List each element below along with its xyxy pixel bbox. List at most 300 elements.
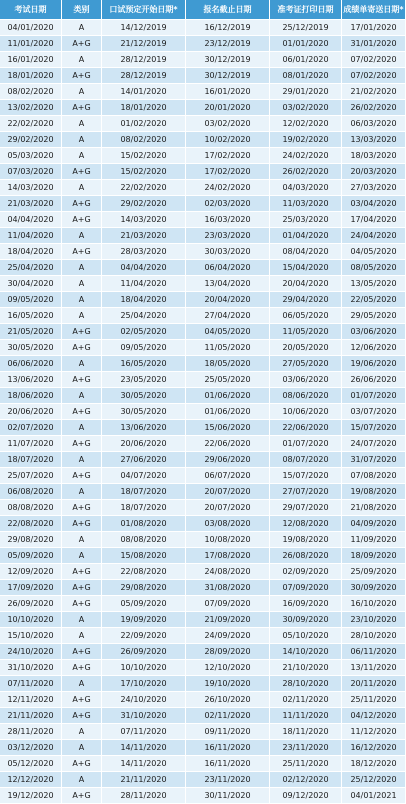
category-cell: A: [62, 276, 102, 292]
exam-date-cell: 31/10/2020: [0, 660, 62, 676]
print-date-cell: 12/08/2020: [270, 516, 342, 532]
registration-deadline-cell: 23/12/2019: [186, 36, 270, 52]
category-cell: A+G: [62, 468, 102, 484]
print-date-cell: 09/12/2020: [270, 788, 342, 804]
report-mail-date-cell: 25/12/2020: [342, 772, 406, 788]
report-mail-date-cell: 04/12/2020: [342, 708, 406, 724]
print-date-cell: 24/02/2020: [270, 148, 342, 164]
registration-deadline-cell: 24/08/2020: [186, 564, 270, 580]
report-mail-date-cell: 16/10/2020: [342, 596, 406, 612]
print-date-cell: 06/01/2020: [270, 52, 342, 68]
print-date-cell: 11/03/2020: [270, 196, 342, 212]
speaking-start-date-cell: 04/07/2020: [102, 468, 186, 484]
speaking-start-date-cell: 02/05/2020: [102, 324, 186, 340]
print-date-cell: 14/10/2020: [270, 644, 342, 660]
report-mail-date-cell: 07/02/2020: [342, 68, 406, 84]
category-cell: A: [62, 228, 102, 244]
registration-deadline-cell: 17/02/2020: [186, 148, 270, 164]
registration-deadline-cell: 16/03/2020: [186, 212, 270, 228]
header-category: 类别: [62, 0, 102, 20]
registration-deadline-cell: 06/07/2020: [186, 468, 270, 484]
table-row: [0, 356, 406, 372]
report-mail-date-cell: 01/07/2020: [342, 388, 406, 404]
exam-date-cell: 03/12/2020: [0, 740, 62, 756]
header-speaking-start-date: 口试预定开始日期*: [102, 0, 186, 20]
registration-deadline-cell: 29/06/2020: [186, 452, 270, 468]
report-mail-date-cell: 04/01/2021: [342, 788, 406, 804]
speaking-start-date-cell: 27/06/2020: [102, 452, 186, 468]
category-cell: A+G: [62, 212, 102, 228]
table-row: [0, 756, 406, 772]
exam-date-cell: 29/02/2020: [0, 132, 62, 148]
report-mail-date-cell: 12/06/2020: [342, 340, 406, 356]
speaking-start-date-cell: 28/03/2020: [102, 244, 186, 260]
registration-deadline-cell: 02/11/2020: [186, 708, 270, 724]
print-date-cell: 22/06/2020: [270, 420, 342, 436]
speaking-start-date-cell: 30/05/2020: [102, 404, 186, 420]
category-cell: A: [62, 308, 102, 324]
table-row: [0, 644, 406, 660]
report-mail-date-cell: 18/12/2020: [342, 756, 406, 772]
table-body: [0, 20, 406, 804]
category-cell: A: [62, 356, 102, 372]
speaking-start-date-cell: 21/11/2020: [102, 772, 186, 788]
speaking-start-date-cell: 16/05/2020: [102, 356, 186, 372]
table-row: [0, 164, 406, 180]
exam-date-cell: 08/02/2020: [0, 84, 62, 100]
table-row: [0, 564, 406, 580]
table-row: [0, 52, 406, 68]
category-cell: A: [62, 548, 102, 564]
table-row: [0, 740, 406, 756]
registration-deadline-cell: 04/05/2020: [186, 324, 270, 340]
registration-deadline-cell: 02/03/2020: [186, 196, 270, 212]
report-mail-date-cell: 13/03/2020: [342, 132, 406, 148]
category-cell: A+G: [62, 500, 102, 516]
exam-date-cell: 12/11/2020: [0, 692, 62, 708]
print-date-cell: 27/07/2020: [270, 484, 342, 500]
registration-deadline-cell: 25/05/2020: [186, 372, 270, 388]
print-date-cell: 03/02/2020: [270, 100, 342, 116]
speaking-start-date-cell: 10/10/2020: [102, 660, 186, 676]
speaking-start-date-cell: 13/06/2020: [102, 420, 186, 436]
speaking-start-date-cell: 01/02/2020: [102, 116, 186, 132]
exam-date-cell: 16/05/2020: [0, 308, 62, 324]
report-mail-date-cell: 18/03/2020: [342, 148, 406, 164]
table-row: [0, 388, 406, 404]
report-mail-date-cell: 18/09/2020: [342, 548, 406, 564]
speaking-start-date-cell: 29/02/2020: [102, 196, 186, 212]
report-mail-date-cell: 21/02/2020: [342, 84, 406, 100]
print-date-cell: 19/02/2020: [270, 132, 342, 148]
table-row: [0, 708, 406, 724]
registration-deadline-cell: 20/07/2020: [186, 500, 270, 516]
print-date-cell: 01/07/2020: [270, 436, 342, 452]
report-mail-date-cell: 15/07/2020: [342, 420, 406, 436]
exam-date-cell: 24/10/2020: [0, 644, 62, 660]
category-cell: A: [62, 676, 102, 692]
exam-date-cell: 26/09/2020: [0, 596, 62, 612]
print-date-cell: 15/04/2020: [270, 260, 342, 276]
report-mail-date-cell: 03/06/2020: [342, 324, 406, 340]
registration-deadline-cell: 20/07/2020: [186, 484, 270, 500]
speaking-start-date-cell: 19/09/2020: [102, 612, 186, 628]
table-row: [0, 180, 406, 196]
speaking-start-date-cell: 11/04/2020: [102, 276, 186, 292]
speaking-start-date-cell: 01/08/2020: [102, 516, 186, 532]
exam-date-cell: 18/01/2020: [0, 68, 62, 84]
print-date-cell: 20/04/2020: [270, 276, 342, 292]
report-mail-date-cell: 24/07/2020: [342, 436, 406, 452]
registration-deadline-cell: 10/08/2020: [186, 532, 270, 548]
table-row: [0, 132, 406, 148]
exam-date-cell: 25/07/2020: [0, 468, 62, 484]
print-date-cell: 01/04/2020: [270, 228, 342, 244]
speaking-start-date-cell: 05/09/2020: [102, 596, 186, 612]
registration-deadline-cell: 16/01/2020: [186, 84, 270, 100]
category-cell: A+G: [62, 788, 102, 804]
category-cell: A: [62, 292, 102, 308]
registration-deadline-cell: 18/05/2020: [186, 356, 270, 372]
print-date-cell: 12/02/2020: [270, 116, 342, 132]
registration-deadline-cell: 24/09/2020: [186, 628, 270, 644]
exam-date-cell: 08/08/2020: [0, 500, 62, 516]
speaking-start-date-cell: 22/08/2020: [102, 564, 186, 580]
exam-date-cell: 13/06/2020: [0, 372, 62, 388]
print-date-cell: 08/01/2020: [270, 68, 342, 84]
registration-deadline-cell: 22/06/2020: [186, 436, 270, 452]
exam-date-cell: 12/09/2020: [0, 564, 62, 580]
table-row: [0, 580, 406, 596]
table-row: [0, 212, 406, 228]
print-date-cell: 08/04/2020: [270, 244, 342, 260]
category-cell: A: [62, 132, 102, 148]
exam-date-cell: 22/02/2020: [0, 116, 62, 132]
category-cell: A+G: [62, 708, 102, 724]
registration-deadline-cell: 01/06/2020: [186, 404, 270, 420]
registration-deadline-cell: 20/04/2020: [186, 292, 270, 308]
speaking-start-date-cell: 15/02/2020: [102, 164, 186, 180]
print-date-cell: 16/09/2020: [270, 596, 342, 612]
header-score-report-mail-date: 成绩单寄送日期*: [342, 0, 406, 20]
category-cell: A+G: [62, 436, 102, 452]
registration-deadline-cell: 03/02/2020: [186, 116, 270, 132]
print-date-cell: 29/01/2020: [270, 84, 342, 100]
registration-deadline-cell: 16/11/2020: [186, 756, 270, 772]
registration-deadline-cell: 19/10/2020: [186, 676, 270, 692]
category-cell: A+G: [62, 516, 102, 532]
print-date-cell: 07/09/2020: [270, 580, 342, 596]
report-mail-date-cell: 03/04/2020: [342, 196, 406, 212]
report-mail-date-cell: 24/04/2020: [342, 228, 406, 244]
report-mail-date-cell: 26/06/2020: [342, 372, 406, 388]
table-row: [0, 628, 406, 644]
registration-deadline-cell: 11/05/2020: [186, 340, 270, 356]
header-exam-date: 考试日期: [0, 0, 62, 20]
report-mail-date-cell: 07/08/2020: [342, 468, 406, 484]
speaking-start-date-cell: 18/07/2020: [102, 500, 186, 516]
exam-date-cell: 05/03/2020: [0, 148, 62, 164]
report-mail-date-cell: 26/02/2020: [342, 100, 406, 116]
print-date-cell: 21/10/2020: [270, 660, 342, 676]
speaking-start-date-cell: 17/10/2020: [102, 676, 186, 692]
print-date-cell: 19/08/2020: [270, 532, 342, 548]
speaking-start-date-cell: 31/10/2020: [102, 708, 186, 724]
exam-date-cell: 25/04/2020: [0, 260, 62, 276]
print-date-cell: 05/10/2020: [270, 628, 342, 644]
registration-deadline-cell: 17/08/2020: [186, 548, 270, 564]
exam-date-cell: 18/07/2020: [0, 452, 62, 468]
print-date-cell: 18/11/2020: [270, 724, 342, 740]
table-row: [0, 724, 406, 740]
category-cell: A+G: [62, 660, 102, 676]
report-mail-date-cell: 25/09/2020: [342, 564, 406, 580]
report-mail-date-cell: 25/11/2020: [342, 692, 406, 708]
report-mail-date-cell: 08/05/2020: [342, 260, 406, 276]
print-date-cell: 10/06/2020: [270, 404, 342, 420]
registration-deadline-cell: 26/10/2020: [186, 692, 270, 708]
table-row: [0, 436, 406, 452]
speaking-start-date-cell: 14/01/2020: [102, 84, 186, 100]
exam-date-cell: 11/01/2020: [0, 36, 62, 52]
report-mail-date-cell: 23/10/2020: [342, 612, 406, 628]
category-cell: A: [62, 532, 102, 548]
exam-date-cell: 18/04/2020: [0, 244, 62, 260]
registration-deadline-cell: 30/11/2020: [186, 788, 270, 804]
report-mail-date-cell: 17/01/2020: [342, 20, 406, 36]
exam-date-cell: 14/03/2020: [0, 180, 62, 196]
category-cell: A+G: [62, 596, 102, 612]
category-cell: A: [62, 148, 102, 164]
report-mail-date-cell: 29/05/2020: [342, 308, 406, 324]
print-date-cell: 25/12/2019: [270, 20, 342, 36]
category-cell: A+G: [62, 244, 102, 260]
exam-date-cell: 18/06/2020: [0, 388, 62, 404]
exam-date-cell: 22/08/2020: [0, 516, 62, 532]
table-row: [0, 20, 406, 36]
category-cell: A+G: [62, 372, 102, 388]
table-row: [0, 772, 406, 788]
registration-deadline-cell: 30/03/2020: [186, 244, 270, 260]
registration-deadline-cell: 10/02/2020: [186, 132, 270, 148]
print-date-cell: 20/05/2020: [270, 340, 342, 356]
category-cell: A: [62, 180, 102, 196]
exam-date-cell: 30/05/2020: [0, 340, 62, 356]
table-row: [0, 116, 406, 132]
exam-date-cell: 11/04/2020: [0, 228, 62, 244]
exam-date-cell: 11/07/2020: [0, 436, 62, 452]
table-row: [0, 548, 406, 564]
print-date-cell: 03/06/2020: [270, 372, 342, 388]
category-cell: A: [62, 612, 102, 628]
registration-deadline-cell: 23/03/2020: [186, 228, 270, 244]
table-row: [0, 692, 406, 708]
exam-date-cell: 20/06/2020: [0, 404, 62, 420]
speaking-start-date-cell: 18/01/2020: [102, 100, 186, 116]
speaking-start-date-cell: 08/08/2020: [102, 532, 186, 548]
speaking-start-date-cell: 08/02/2020: [102, 132, 186, 148]
registration-deadline-cell: 09/11/2020: [186, 724, 270, 740]
report-mail-date-cell: 03/07/2020: [342, 404, 406, 420]
print-date-cell: 23/11/2020: [270, 740, 342, 756]
exam-date-cell: 30/04/2020: [0, 276, 62, 292]
registration-deadline-cell: 03/08/2020: [186, 516, 270, 532]
table-row: [0, 292, 406, 308]
speaking-start-date-cell: 28/11/2020: [102, 788, 186, 804]
exam-date-cell: 05/09/2020: [0, 548, 62, 564]
table-row: [0, 260, 406, 276]
table-row: [0, 612, 406, 628]
print-date-cell: 30/09/2020: [270, 612, 342, 628]
exam-date-cell: 28/11/2020: [0, 724, 62, 740]
exam-date-cell: 07/11/2020: [0, 676, 62, 692]
registration-deadline-cell: 27/04/2020: [186, 308, 270, 324]
category-cell: A: [62, 116, 102, 132]
table-row: [0, 660, 406, 676]
exam-date-cell: 29/08/2020: [0, 532, 62, 548]
exam-date-cell: 19/12/2020: [0, 788, 62, 804]
report-mail-date-cell: 04/05/2020: [342, 244, 406, 260]
exam-date-cell: 21/11/2020: [0, 708, 62, 724]
exam-date-cell: 09/05/2020: [0, 292, 62, 308]
speaking-start-date-cell: 14/11/2020: [102, 756, 186, 772]
registration-deadline-cell: 30/12/2019: [186, 68, 270, 84]
print-date-cell: 29/07/2020: [270, 500, 342, 516]
exam-date-cell: 10/10/2020: [0, 612, 62, 628]
print-date-cell: 15/07/2020: [270, 468, 342, 484]
exam-date-cell: 04/04/2020: [0, 212, 62, 228]
print-date-cell: 26/08/2020: [270, 548, 342, 564]
table-row: [0, 196, 406, 212]
print-date-cell: 28/10/2020: [270, 676, 342, 692]
print-date-cell: 08/07/2020: [270, 452, 342, 468]
report-mail-date-cell: 11/09/2020: [342, 532, 406, 548]
report-mail-date-cell: 21/08/2020: [342, 500, 406, 516]
registration-deadline-cell: 23/11/2020: [186, 772, 270, 788]
category-cell: A+G: [62, 692, 102, 708]
category-cell: A: [62, 388, 102, 404]
table-row: [0, 404, 406, 420]
header-admission-ticket-print-date: 准考证打印日期: [270, 0, 342, 20]
category-cell: A+G: [62, 644, 102, 660]
category-cell: A: [62, 628, 102, 644]
category-cell: A+G: [62, 404, 102, 420]
header-registration-deadline: 报名截止日期: [186, 0, 270, 20]
table-row: [0, 100, 406, 116]
report-mail-date-cell: 22/05/2020: [342, 292, 406, 308]
registration-deadline-cell: 21/09/2020: [186, 612, 270, 628]
speaking-start-date-cell: 25/04/2020: [102, 308, 186, 324]
report-mail-date-cell: 28/10/2020: [342, 628, 406, 644]
table-row: [0, 484, 406, 500]
table-row: [0, 516, 406, 532]
exam-date-cell: 13/02/2020: [0, 100, 62, 116]
table-row: [0, 372, 406, 388]
report-mail-date-cell: 06/11/2020: [342, 644, 406, 660]
category-cell: A: [62, 420, 102, 436]
speaking-start-date-cell: 21/03/2020: [102, 228, 186, 244]
report-mail-date-cell: 17/04/2020: [342, 212, 406, 228]
table-row: [0, 324, 406, 340]
speaking-start-date-cell: 21/12/2019: [102, 36, 186, 52]
table-header-row: [0, 0, 406, 20]
report-mail-date-cell: 31/01/2020: [342, 36, 406, 52]
category-cell: A: [62, 484, 102, 500]
table-row: [0, 500, 406, 516]
category-cell: A+G: [62, 36, 102, 52]
report-mail-date-cell: 13/11/2020: [342, 660, 406, 676]
registration-deadline-cell: 17/02/2020: [186, 164, 270, 180]
print-date-cell: 11/11/2020: [270, 708, 342, 724]
table-row: [0, 68, 406, 84]
category-cell: A: [62, 20, 102, 36]
speaking-start-date-cell: 14/11/2020: [102, 740, 186, 756]
table-row: [0, 532, 406, 548]
registration-deadline-cell: 30/12/2019: [186, 52, 270, 68]
report-mail-date-cell: 13/05/2020: [342, 276, 406, 292]
speaking-start-date-cell: 23/05/2020: [102, 372, 186, 388]
registration-deadline-cell: 15/06/2020: [186, 420, 270, 436]
speaking-start-date-cell: 29/08/2020: [102, 580, 186, 596]
exam-date-cell: 06/08/2020: [0, 484, 62, 500]
print-date-cell: 11/05/2020: [270, 324, 342, 340]
table-row: [0, 308, 406, 324]
exam-date-cell: 02/07/2020: [0, 420, 62, 436]
registration-deadline-cell: 13/04/2020: [186, 276, 270, 292]
category-cell: A: [62, 724, 102, 740]
report-mail-date-cell: 04/09/2020: [342, 516, 406, 532]
category-cell: A: [62, 740, 102, 756]
category-cell: A+G: [62, 756, 102, 772]
table-row: [0, 340, 406, 356]
table-row: [0, 676, 406, 692]
category-cell: A+G: [62, 100, 102, 116]
category-cell: A+G: [62, 164, 102, 180]
report-mail-date-cell: 19/08/2020: [342, 484, 406, 500]
category-cell: A+G: [62, 68, 102, 84]
registration-deadline-cell: 06/04/2020: [186, 260, 270, 276]
speaking-start-date-cell: 20/06/2020: [102, 436, 186, 452]
category-cell: A: [62, 84, 102, 100]
exam-date-cell: 04/01/2020: [0, 20, 62, 36]
registration-deadline-cell: 28/09/2020: [186, 644, 270, 660]
report-mail-date-cell: 30/09/2020: [342, 580, 406, 596]
speaking-start-date-cell: 07/11/2020: [102, 724, 186, 740]
report-mail-date-cell: 27/03/2020: [342, 180, 406, 196]
speaking-start-date-cell: 28/12/2019: [102, 52, 186, 68]
print-date-cell: 26/02/2020: [270, 164, 342, 180]
table-row: [0, 84, 406, 100]
speaking-start-date-cell: 14/12/2019: [102, 20, 186, 36]
registration-deadline-cell: 24/02/2020: [186, 180, 270, 196]
speaking-start-date-cell: 24/10/2020: [102, 692, 186, 708]
registration-deadline-cell: 16/11/2020: [186, 740, 270, 756]
registration-deadline-cell: 07/09/2020: [186, 596, 270, 612]
print-date-cell: 02/12/2020: [270, 772, 342, 788]
table-row: [0, 36, 406, 52]
exam-date-cell: 17/09/2020: [0, 580, 62, 596]
registration-deadline-cell: 16/12/2019: [186, 20, 270, 36]
speaking-start-date-cell: 28/12/2019: [102, 68, 186, 84]
print-date-cell: 01/01/2020: [270, 36, 342, 52]
print-date-cell: 25/11/2020: [270, 756, 342, 772]
print-date-cell: 02/11/2020: [270, 692, 342, 708]
speaking-start-date-cell: 18/07/2020: [102, 484, 186, 500]
report-mail-date-cell: 31/07/2020: [342, 452, 406, 468]
report-mail-date-cell: 07/02/2020: [342, 52, 406, 68]
speaking-start-date-cell: 18/04/2020: [102, 292, 186, 308]
print-date-cell: 29/04/2020: [270, 292, 342, 308]
